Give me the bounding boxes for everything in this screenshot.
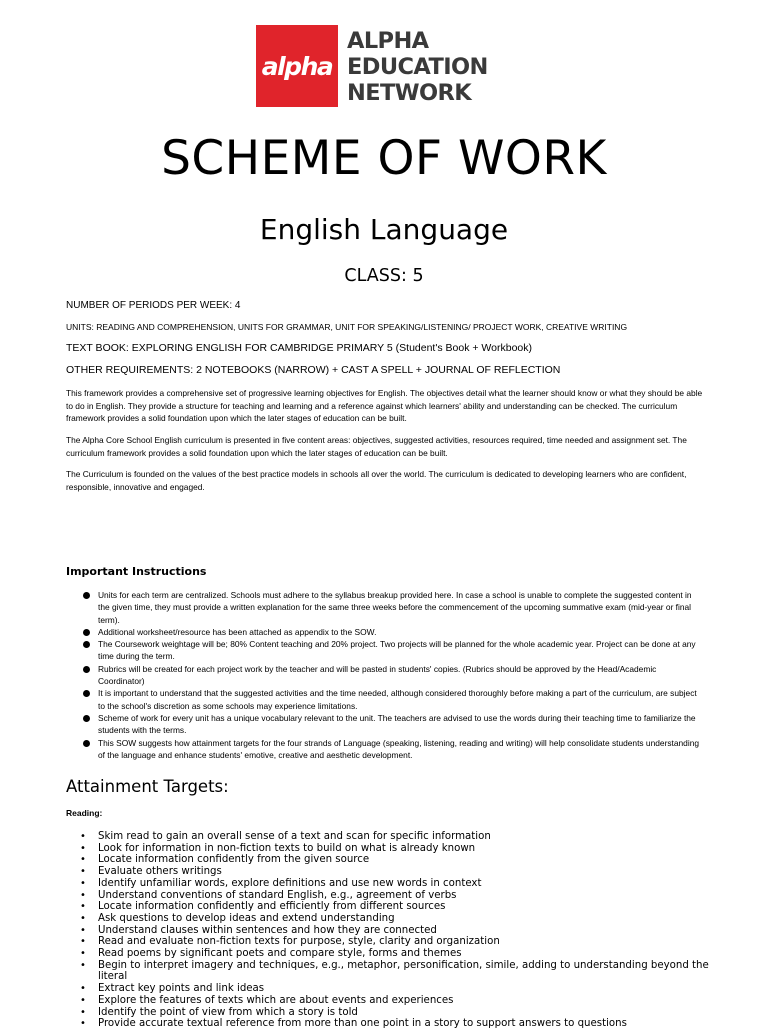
bullet-icon: • <box>80 936 86 948</box>
reading-target-item <box>80 960 710 983</box>
instruction-item <box>82 626 704 638</box>
logo-wordmark <box>347 28 488 106</box>
logo-line-2: EDUCATION <box>347 54 488 80</box>
bullet-icon <box>83 629 90 636</box>
reading-target-item <box>80 878 710 890</box>
reading-target-text: Evaluate others writings <box>98 866 222 878</box>
bullet-icon: • <box>80 1018 86 1030</box>
reading-target-item <box>80 913 710 925</box>
reading-target-item <box>80 831 710 843</box>
bullet-icon: • <box>80 831 86 842</box>
instruction-item <box>82 687 704 712</box>
instruction-item <box>82 638 704 663</box>
bullet-icon <box>83 740 90 747</box>
reading-target-item <box>80 1007 710 1019</box>
logo-mark <box>256 25 338 107</box>
reading-target-item <box>80 890 710 902</box>
reading-target-item <box>80 854 710 866</box>
bullet-icon <box>83 592 90 599</box>
instructions-list <box>82 589 704 761</box>
bullet-icon <box>83 666 90 673</box>
instruction-item <box>82 737 704 762</box>
bullet-icon: • <box>80 877 86 889</box>
reading-target-text: Identify the point of view from which a story is told <box>98 1006 358 1018</box>
reading-target-item <box>80 1018 710 1030</box>
bullet-icon <box>83 690 90 697</box>
alpha-logo <box>256 25 526 107</box>
reading-target-text: Locate information confidently from the given source <box>98 854 370 866</box>
instruction-text: Rubrics will be created for each project work by the teacher and will be pasted in students' copies. (Rubrics should be approved by the Head/Academic Coordinator) <box>98 663 657 687</box>
bullet-icon: • <box>80 901 86 913</box>
intro-paragraph-2: The Alpha Core School English curriculum is presented in five content areas: objectives, suggested activities, resources required, time needed and assignment set. The curriculum framework provides a solid foundation upon which the later stages of education can be built. <box>66 435 687 458</box>
bullet-icon: • <box>80 924 86 936</box>
logo-line-3: NETWORK <box>347 80 472 106</box>
reading-label: Reading: <box>66 808 103 818</box>
bullet-icon: • <box>80 959 86 971</box>
reading-target-item <box>80 901 710 913</box>
instruction-item <box>82 712 704 737</box>
textbook-line: TEXT BOOK: EXPLORING ENGLISH FOR CAMBRIDGE PRIMARY 5 (Student's Book + Workbook) <box>66 342 532 354</box>
bullet-icon: • <box>80 983 86 995</box>
reading-target-item <box>80 936 710 948</box>
reading-targets-list <box>80 831 710 1030</box>
bullet-icon: • <box>80 889 86 901</box>
reading-target-text: Skim read to gain an overall sense of a text and scan for specific information <box>98 831 491 842</box>
instruction-text: Additional worksheet/resource has been attached as appendix to the SOW. <box>98 626 377 637</box>
reading-target-item <box>80 866 710 878</box>
reading-target-item <box>80 843 710 855</box>
logo-line-1: ALPHA <box>347 28 429 54</box>
attainment-targets-heading: Attainment Targets: <box>66 777 229 796</box>
reading-target-text: Understand clauses within sentences and how they are connected <box>98 924 437 936</box>
instruction-text: Scheme of work for every unit has a unique vocabulary relevant to the unit. The teachers are advised to use the words during their teaching time to familiarize the students with the terms. <box>98 712 696 736</box>
intro-paragraph-1: This framework provides a comprehensive set of progressive learning objectives for English. The objectives detail what the learner should know or what they should be able to do in English. They provide a structure for teaching and learning and a reference against which learners' ability and understanding can be checked. The curriculum framework provides a solid foundation upon which the later stages of education can be built. <box>66 388 703 424</box>
reading-target-text: Read poems by significant poets and compare style, forms and themes <box>98 948 462 960</box>
reading-target-text: Explore the features of texts which are about events and experiences <box>98 994 454 1006</box>
bullet-icon: • <box>80 948 86 960</box>
bullet-icon: • <box>80 1006 86 1018</box>
reading-target-text: Look for information in non-fiction texts to build on what is already known <box>98 842 476 854</box>
document-subtitle: English Language <box>259 213 509 246</box>
instruction-item <box>82 589 704 626</box>
reading-target-item <box>80 995 710 1007</box>
bullet-icon: • <box>80 994 86 1006</box>
bullet-icon: • <box>80 866 86 878</box>
intro-paragraph-3: The Curriculum is founded on the values of the best practice models in schools all over the world. The curriculum is dedicated to developing learners who are confident, responsible, innovative and engaged. <box>66 469 687 492</box>
reading-target-text: Locate information confidently and efficiently from different sources <box>98 901 446 913</box>
bullet-icon <box>83 641 90 648</box>
reading-target-item <box>80 925 710 937</box>
reading-target-text: Read and evaluate non-fiction texts for purpose, style, clarity and organization <box>98 936 500 948</box>
reading-target-item <box>80 948 710 960</box>
reading-target-text: Identify unfamiliar words, explore definitions and use new words in context <box>98 877 482 889</box>
bullet-icon: • <box>80 854 86 866</box>
reading-target-text: Understand conventions of standard English, e.g., agreement of verbs <box>98 889 457 901</box>
reading-target-text: Extract key points and link ideas <box>98 983 265 995</box>
bullet-icon: • <box>80 912 86 924</box>
bullet-icon: • <box>80 842 86 854</box>
reading-target-text: Provide accurate textual reference from more than one point in a story to support answers to questions <box>98 1018 627 1030</box>
logo-mark-text: alpha <box>261 51 333 81</box>
reading-target-text: Ask questions to develop ideas and extend understanding <box>98 912 395 924</box>
instruction-text: Units for each term are centralized. Schools must adhere to the syllabus breakup provided here. In case a school is unable to complete the suggested content in the given time, they must provide a written explanation for the same three weeks before the commencement of the upcoming summative exam (mid-year or final term). <box>98 590 692 625</box>
reading-target-text: Begin to interpret imagery and techniques, e.g., metaphor, personification, simile, adding to understanding beyond the literal <box>98 959 709 983</box>
bullet-icon <box>83 715 90 722</box>
units-line: UNITS: READING AND COMPREHENSION, UNITS FOR GRAMMAR, UNIT FOR SPEAKING/LISTENING/ PROJECT WORK, CREATIVE WRITING <box>66 322 628 332</box>
instruction-item <box>82 663 704 688</box>
class-label: CLASS: 5 <box>344 266 424 286</box>
reading-target-item <box>80 983 710 995</box>
instruction-text: It is important to understand that the suggested activities and the time needed, although considered thoroughly before making a part of the curriculum, are subject to the school's discretion as some schools may experience limitations. <box>98 688 697 711</box>
document-title: SCHEME OF WORK <box>161 131 607 186</box>
instructions-heading: Important Instructions <box>66 565 207 578</box>
periods-per-week: NUMBER OF PERIODS PER WEEK: 4 <box>66 300 241 311</box>
instruction-text: The Coursework weightage will be; 80% Content teaching and 20% project. Two projects will be planned for the whole academic year. Project can be done at any time during the term. <box>98 639 696 662</box>
other-requirements-line: OTHER REQUIREMENTS: 2 NOTEBOOKS (NARROW) + CAST A SPELL + JOURNAL OF REFLECTION <box>66 364 561 376</box>
instruction-text: This SOW suggests how attainment targets for the four strands of Language (speaking, listening, reading and writing) will help consolidate students understanding of the language and enhance students' emotive, creative and aesthetic development. <box>98 737 700 760</box>
